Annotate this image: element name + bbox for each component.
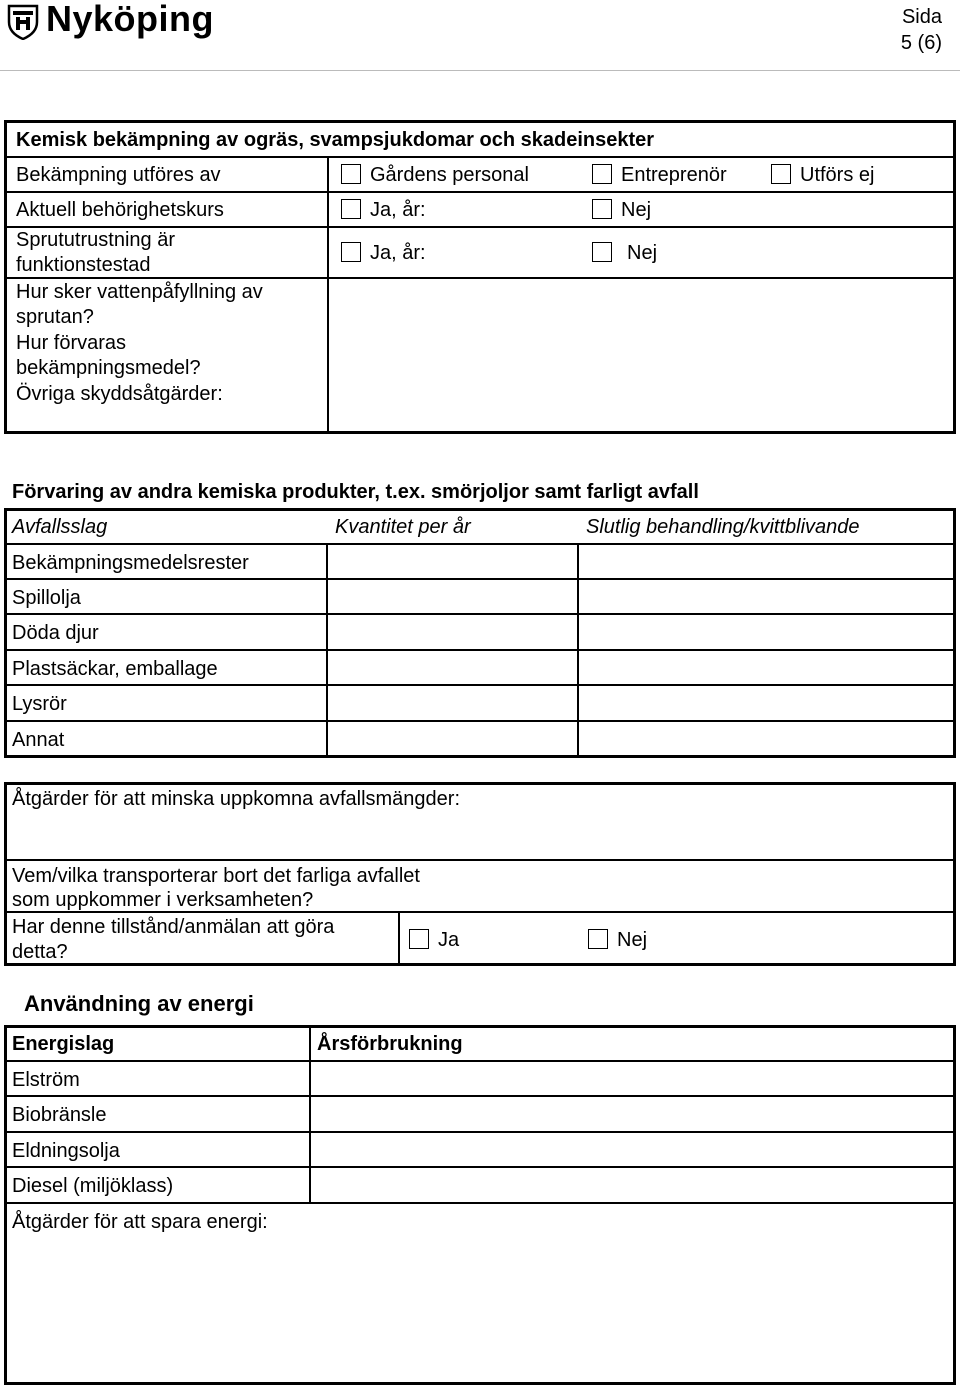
filling-question-line2: sprutan?	[16, 306, 94, 328]
energy-col-consumption: Årsförbrukning	[317, 1033, 463, 1055]
permit-question-line2: detta?	[12, 941, 68, 963]
page-label: Sida	[901, 6, 942, 28]
authorization-no-label: Nej	[621, 199, 652, 221]
page-number: 5 (6)	[900, 32, 942, 54]
waste-row-label: Lysrör	[12, 693, 67, 715]
sprayer-yes-label: Ja, år:	[370, 242, 426, 264]
energy-col-type: Energislag	[12, 1033, 115, 1055]
pesticide-section-title: Kemisk bekämpning av ogräs, svampsjukdomar och skadeinsekter	[16, 129, 655, 151]
divider	[7, 613, 953, 615]
divider	[7, 578, 953, 580]
permit-question-line1: Har denne tillstånd/anmälan att göra	[12, 916, 335, 938]
waste-col-type: Avfallsslag	[12, 516, 108, 538]
waste-row-label: Spillolja	[12, 587, 81, 609]
sprayer-label-line2: funktionstestad	[16, 254, 151, 276]
divider	[398, 913, 400, 963]
permit-yes-label: Ja	[438, 929, 460, 951]
energy-savings-label: Åtgärder för att spara energi:	[12, 1211, 268, 1233]
authorization-yes-checkbox[interactable]	[341, 199, 361, 219]
divider	[327, 158, 329, 431]
transport-question-line1: Vem/vilka transporterar bort det farliga avfallet	[12, 865, 420, 887]
energy-row-label: Biobränsle	[12, 1104, 107, 1126]
pesticide-answer-field[interactable]	[332, 282, 950, 428]
contractor-checkbox[interactable]	[592, 164, 612, 184]
storage-question-line1: Hur förvaras	[16, 332, 127, 354]
filling-question-line1: Hur sker vattenpåfyllning av	[16, 281, 263, 303]
divider	[7, 543, 953, 545]
divider	[309, 1028, 311, 1202]
permit-yes-checkbox[interactable]	[409, 929, 429, 949]
divider	[7, 1131, 953, 1133]
storage-question-line2: bekämpningsmedel?	[16, 357, 201, 379]
waste-col-quantity: Kvantitet per år	[335, 516, 471, 538]
not-done-option-label: Utförs ej	[800, 164, 875, 186]
divider	[7, 1202, 953, 1204]
waste-row-label: Bekämpningsmedelsrester	[12, 552, 249, 574]
energy-row-label: Eldningsolja	[12, 1140, 120, 1162]
not-done-checkbox[interactable]	[771, 164, 791, 184]
reduce-waste-field[interactable]	[8, 812, 952, 856]
transport-question-line2: som uppkommer i verksamheten?	[12, 889, 314, 911]
staff-option-label: Gårdens personal	[370, 164, 529, 186]
divider	[326, 545, 328, 755]
waste-row-label: Annat	[12, 729, 65, 751]
sprayer-yes-checkbox[interactable]	[341, 242, 361, 262]
divider	[577, 545, 579, 755]
divider	[7, 1095, 953, 1097]
waste-section-title: Förvaring av andra kemiska produkter, t.ex. smörjoljor samt farligt avfall	[12, 481, 699, 503]
divider	[7, 859, 953, 861]
energy-row-label: Diesel (miljöklass)	[12, 1175, 174, 1197]
reduce-waste-label: Åtgärder för att minska uppkomna avfallsmängder:	[12, 788, 460, 810]
sprayer-no-label: Nej	[627, 242, 658, 264]
staff-checkbox[interactable]	[341, 164, 361, 184]
waste-row-label: Plastsäckar, emballage	[12, 658, 218, 680]
page-info	[901, 4, 942, 56]
header-divider	[0, 70, 960, 71]
coat-of-arms-icon	[6, 2, 40, 40]
permit-no-checkbox[interactable]	[588, 929, 608, 949]
energy-section-title: Användning av energi	[24, 991, 254, 1016]
divider	[7, 277, 953, 279]
performed-by-label: Bekämpning utföres av	[16, 164, 221, 186]
divider	[7, 649, 953, 651]
contractor-option-label: Entreprenör	[621, 164, 727, 186]
divider	[7, 720, 953, 722]
divider	[7, 191, 953, 193]
waste-col-handling: Slutlig behandling/kvittblivande	[586, 516, 860, 538]
nykoping-logo	[6, 0, 226, 44]
energy-savings-field[interactable]	[8, 1236, 952, 1380]
sprayer-label-line1: Sprututrustning är	[16, 229, 175, 251]
energy-row-label: Elström	[12, 1069, 80, 1091]
authorization-no-checkbox[interactable]	[592, 199, 612, 219]
divider	[7, 156, 953, 158]
waste-row-label: Döda djur	[12, 622, 99, 644]
logo-text: Nyköping	[46, 0, 215, 39]
authorization-label: Aktuell behörighetskurs	[16, 199, 224, 221]
other-measures-label: Övriga skyddsåtgärder:	[16, 383, 223, 405]
divider	[7, 684, 953, 686]
authorization-yes-label: Ja, år:	[370, 199, 426, 221]
permit-no-label: Nej	[617, 929, 648, 951]
divider	[7, 1060, 953, 1062]
divider	[7, 1166, 953, 1168]
sprayer-no-checkbox[interactable]	[592, 242, 612, 262]
